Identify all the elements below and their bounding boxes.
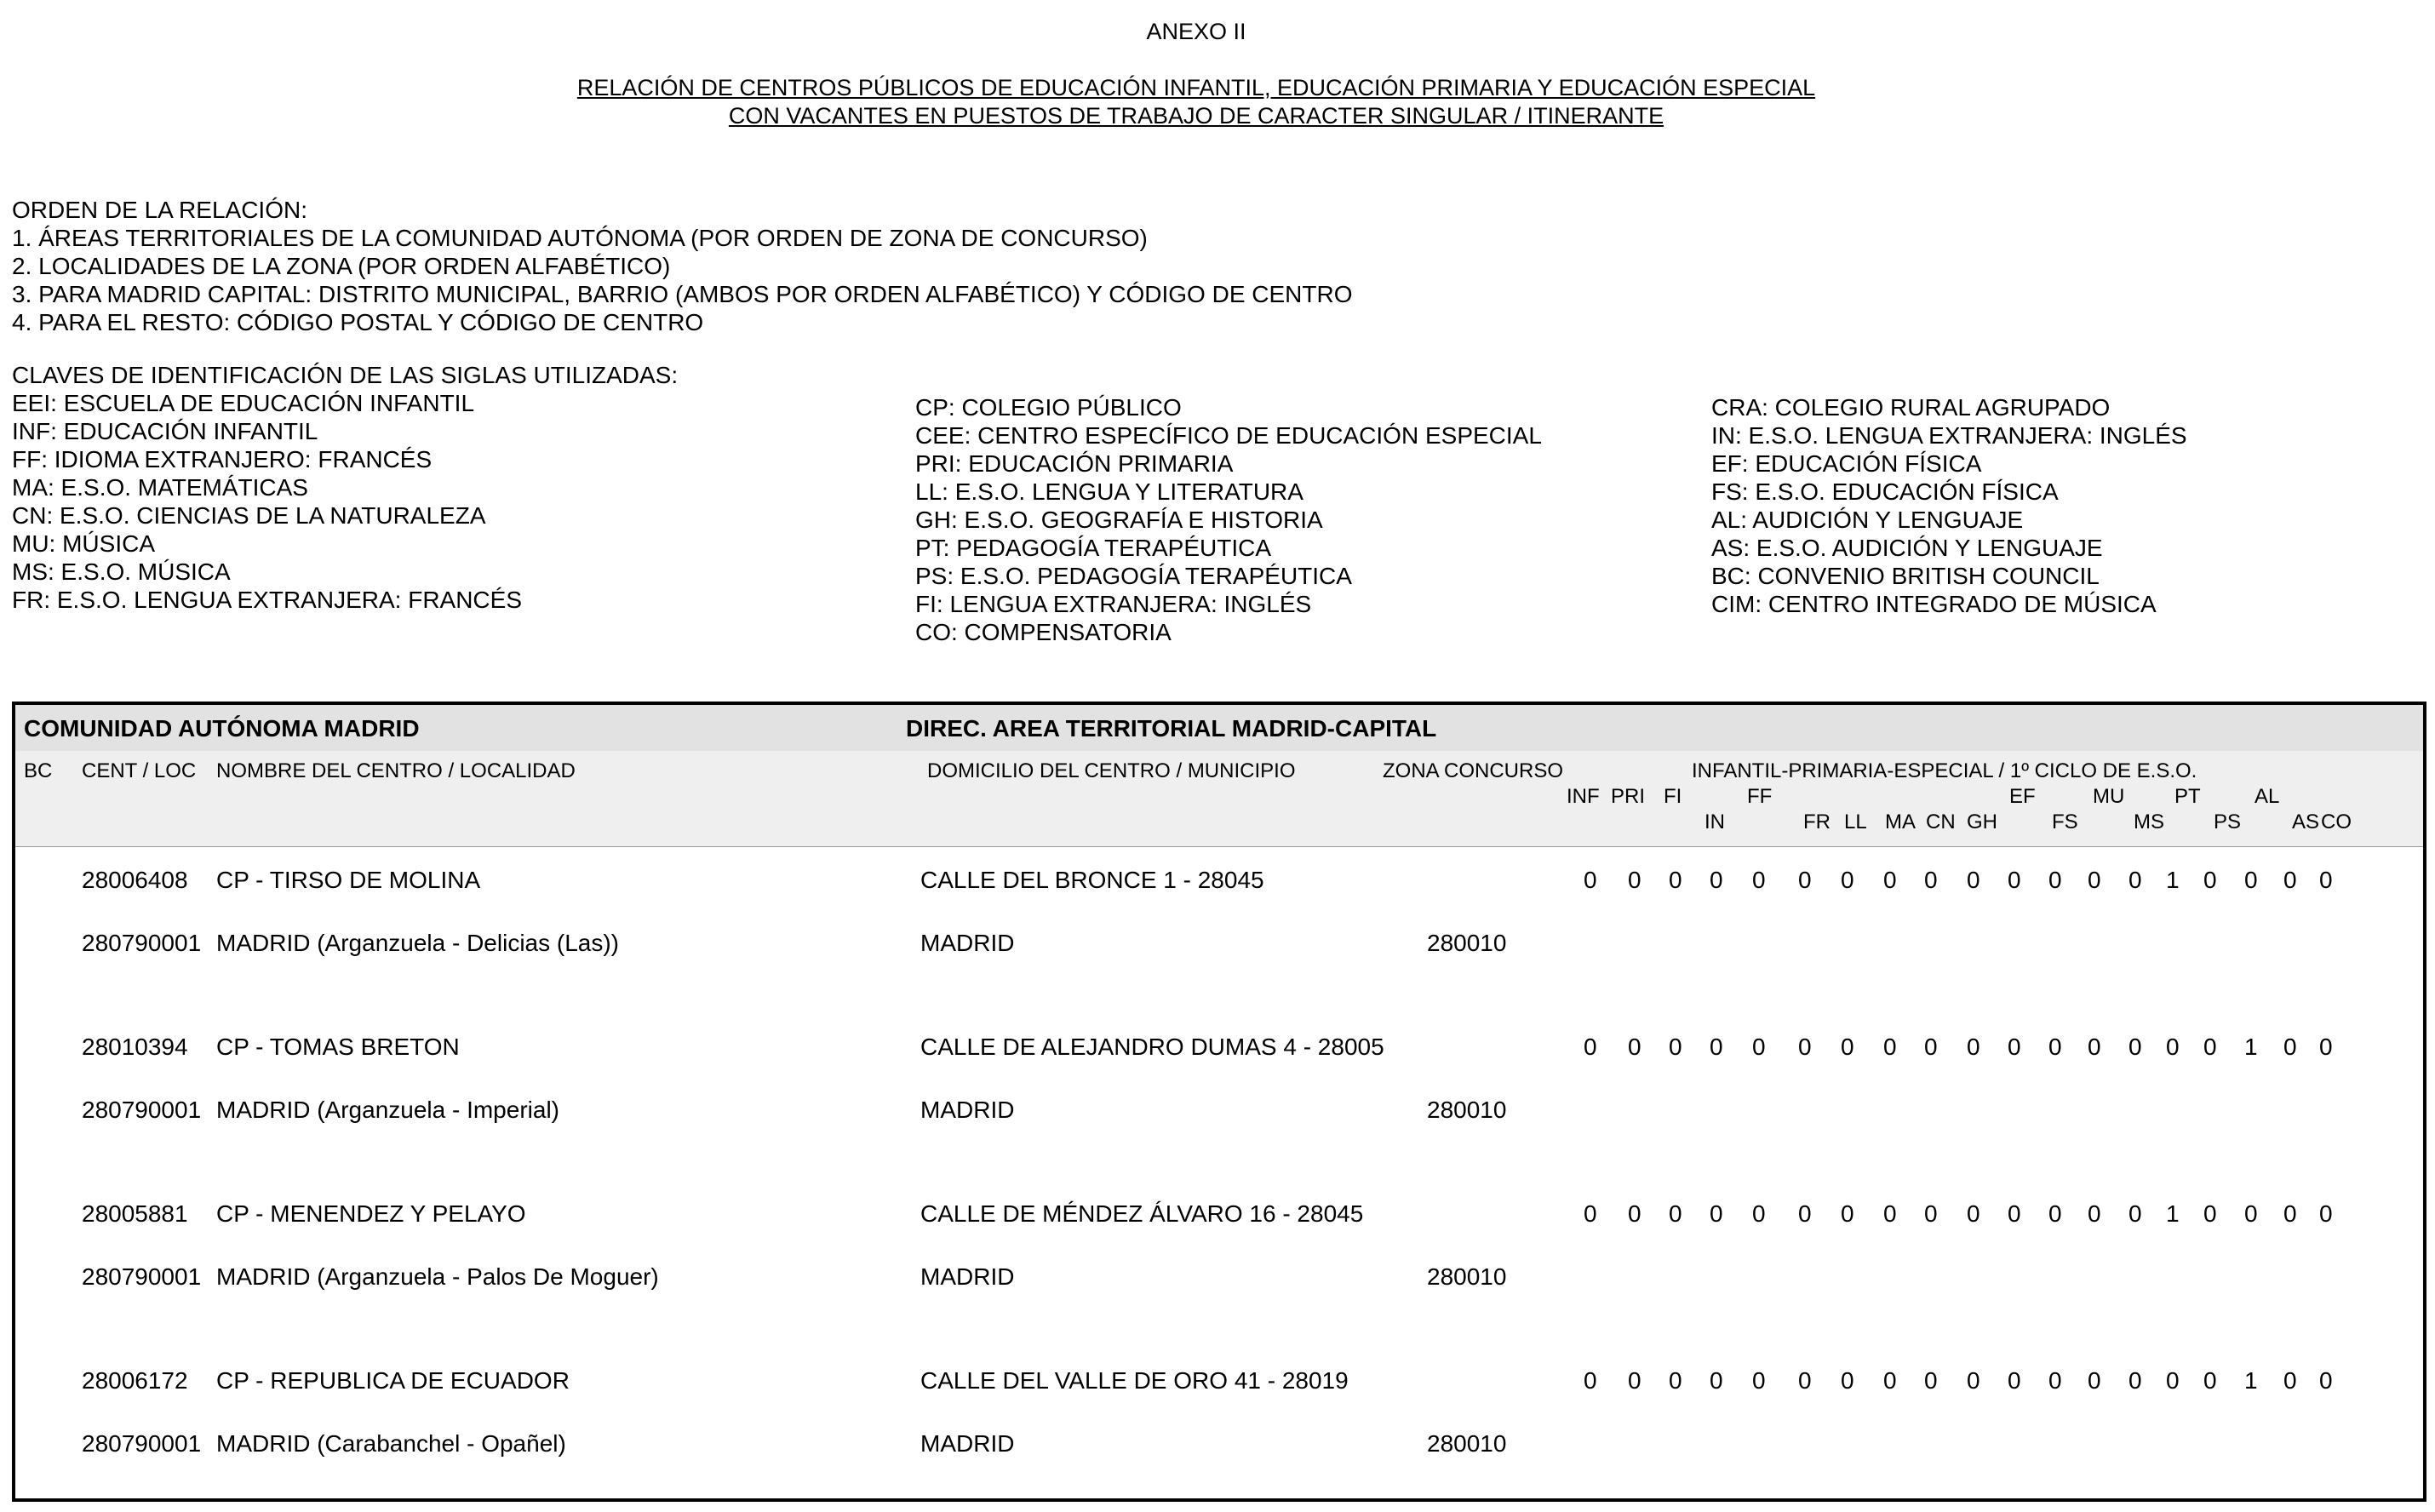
key-item: MU: MÚSICA [12, 530, 155, 557]
locality-code: 280790001 [82, 1263, 202, 1290]
center-address: CALLE DEL BRONCE 1 - 28045 [920, 867, 1264, 893]
vacancy-value: 0 [2283, 867, 2297, 893]
key-item: PT: PEDAGOGÍA TERAPÉUTICA [915, 535, 1272, 561]
vacancy-value: 0 [1669, 1200, 1682, 1227]
vacancy-value: 0 [1841, 867, 1854, 893]
order-item: 1. ÁREAS TERRITORIALES DE LA COMUNIDAD AUTÓNOMA (POR ORDEN DE ZONA DE CONCURSO) [12, 225, 1148, 251]
locality-code: 280790001 [82, 1097, 202, 1123]
zona-concurso: 280010 [1427, 1430, 1507, 1457]
vacancy-value: 0 [2283, 1200, 2297, 1227]
vacancy-value: 0 [1669, 1367, 1682, 1394]
vacancy-value: 0 [2203, 1034, 2217, 1060]
locality-code: 280790001 [82, 1430, 202, 1457]
key-item: CEE: CENTRO ESPECÍFICO DE EDUCACIÓN ESPECIAL [915, 422, 1542, 449]
key-item: CO: COMPENSATORIA [915, 619, 1172, 645]
vacancy-value: 0 [1752, 1200, 1766, 1227]
key-item: CRA: COLEGIO RURAL AGRUPADO [1711, 394, 2111, 421]
vacancy-value: 0 [1628, 1200, 1641, 1227]
vacancy-value: 0 [1798, 867, 1812, 893]
col-header-code: MS [2134, 810, 2164, 833]
locality-name: MADRID (Arganzuela - Imperial) [216, 1097, 559, 1123]
keys-col-1 [12, 361, 678, 614]
col-header-code: EF [2009, 785, 2036, 808]
col-header-address: DOMICILIO DEL CENTRO / MUNICIPIO [927, 759, 1296, 782]
vacancy-value: 0 [1584, 1200, 1597, 1227]
subtitle-line-1: RELACIÓN DE CENTROS PÚBLICOS DE EDUCACIÓN INFANTIL, EDUCACIÓN PRIMARIA Y EDUCACIÓN ESPECIAL [576, 75, 1816, 100]
center-code: 28010394 [82, 1034, 188, 1060]
vacancy-value: 1 [2244, 1034, 2258, 1060]
vacancy-value: 0 [1752, 867, 1766, 893]
col-header-bc: BC [24, 759, 53, 782]
col-header-code: FR [1803, 810, 1831, 833]
keys-col-2 [915, 393, 1542, 646]
municipality: MADRID [920, 1430, 1015, 1457]
community-label: COMUNIDAD AUTÓNOMA MADRID [24, 715, 420, 742]
col-header-zona: ZONA CONCURSO [1383, 759, 1564, 782]
annex-title: ANEXO II [1146, 19, 1246, 44]
center-code: 28005881 [82, 1200, 188, 1227]
locality-name: MADRID (Arganzuela - Palos De Moguer) [216, 1263, 659, 1290]
key-item: AL: AUDICIÓN Y LENGUAJE [1711, 507, 2024, 533]
key-item: INF: EDUCACIÓN INFANTIL [12, 418, 318, 444]
vacancy-value: 0 [1628, 867, 1641, 893]
vacancy-value: 0 [2203, 1200, 2217, 1227]
vacancy-value: 0 [2128, 1200, 2142, 1227]
vacancy-value: 0 [1752, 1367, 1766, 1394]
col-header-code: INF [1567, 785, 1600, 808]
vacancy-value: 0 [2048, 1034, 2062, 1060]
vacancy-value: 0 [1584, 1034, 1597, 1060]
col-header-code: IN [1704, 810, 1725, 833]
vacancy-value: 0 [1628, 1034, 1641, 1060]
order-item: 3. PARA MADRID CAPITAL: DISTRITO MUNICIPAL, BARRIO (AMBOS POR ORDEN ALFABÉTICO) Y CÓDIGO DE CENTRO [12, 281, 1353, 307]
vacancy-value: 0 [2244, 1200, 2258, 1227]
vacancy-value: 0 [2008, 1034, 2021, 1060]
col-header-code: GH [1967, 810, 1997, 833]
col-header-code: LL [1844, 810, 1867, 833]
vacancy-value: 0 [1710, 1367, 1723, 1394]
vacancy-value: 0 [2048, 1367, 2062, 1394]
municipality: MADRID [920, 930, 1015, 956]
subtitle-line-2: CON VACANTES EN PUESTOS DE TRABAJO DE CARACTER SINGULAR / ITINERANTE [728, 103, 1664, 129]
vacancy-value: 0 [1752, 1034, 1766, 1060]
center-name: CP - MENENDEZ Y PELAYO [216, 1200, 526, 1227]
vacancy-value: 0 [2319, 1200, 2333, 1227]
center-code: 28006172 [82, 1367, 188, 1394]
locality-code: 280790001 [82, 930, 202, 956]
vacancy-value: 0 [2088, 1200, 2101, 1227]
vacancy-value: 0 [2088, 867, 2101, 893]
zona-concurso: 280010 [1427, 1263, 1507, 1290]
vacancy-value: 1 [2244, 1367, 2258, 1394]
key-item: BC: CONVENIO BRITISH COUNCIL [1711, 563, 2100, 589]
locality-name: MADRID (Carabanchel - Opañel) [216, 1430, 566, 1457]
vacancy-value: 0 [2008, 1200, 2021, 1227]
col-header-code: FF [1747, 785, 1773, 808]
center-address: CALLE DEL VALLE DE ORO 41 - 28019 [920, 1367, 1349, 1394]
vacancy-value: 0 [2166, 1367, 2180, 1394]
vacancy-value: 0 [1628, 1367, 1641, 1394]
vacancy-value: 0 [1924, 867, 1938, 893]
col-header-code: MA [1885, 810, 1916, 833]
vacancy-value: 0 [2166, 1034, 2180, 1060]
key-item: MS: E.S.O. MÚSICA [12, 558, 231, 585]
table-header-band [15, 705, 2423, 752]
col-header-group: INFANTIL-PRIMARIA-ESPECIAL / 1º CICLO DE E.S.O. [1692, 759, 2197, 782]
locality-name: MADRID (Arganzuela - Delicias (Las)) [216, 930, 620, 956]
key-item: EF: EDUCACIÓN FÍSICA [1711, 450, 1982, 477]
vacancy-value: 0 [1924, 1367, 1938, 1394]
vacancy-value: 0 [1841, 1034, 1854, 1060]
municipality: MADRID [920, 1263, 1015, 1290]
key-item: MA: E.S.O. MATEMÁTICAS [12, 474, 308, 501]
vacancy-value: 0 [2088, 1034, 2101, 1060]
municipality: MADRID [920, 1097, 1015, 1123]
key-item: EEI: ESCUELA DE EDUCACIÓN INFANTIL [12, 390, 475, 416]
key-item: AS: E.S.O. AUDICIÓN Y LENGUAJE [1711, 535, 2103, 561]
vacancy-value: 0 [2088, 1367, 2101, 1394]
col-header-code: FS [2052, 810, 2078, 833]
vacancy-value: 0 [1841, 1200, 1854, 1227]
vacancy-value: 0 [1967, 867, 1980, 893]
key-item: FI: LENGUA EXTRANJERA: INGLÉS [915, 591, 1312, 617]
vacancy-value: 0 [1924, 1200, 1938, 1227]
vacancy-value: 0 [1798, 1367, 1812, 1394]
key-item: FR: E.S.O. LENGUA EXTRANJERA: FRANCÉS [12, 587, 523, 613]
col-header-code: PS [2214, 810, 2242, 833]
keys-col-3 [1711, 393, 2187, 618]
key-item: FS: E.S.O. EDUCACIÓN FÍSICA [1711, 478, 2059, 505]
vacancy-value: 0 [1883, 1367, 1897, 1394]
vacancy-value: 1 [2166, 1200, 2180, 1227]
vacancy-value: 0 [1883, 867, 1897, 893]
vacancy-value: 1 [2166, 867, 2180, 893]
vacancy-value: 0 [2128, 1367, 2142, 1394]
vacancy-value: 0 [2048, 1200, 2062, 1227]
vacancy-value: 0 [2128, 1034, 2142, 1060]
vacancy-value: 0 [1584, 1367, 1597, 1394]
col-header-code: CN [1926, 810, 1956, 833]
table-column-headers [15, 751, 2423, 847]
col-header-code: FI [1664, 785, 1682, 808]
vacancy-value: 0 [2244, 867, 2258, 893]
center-code: 28006408 [82, 867, 188, 893]
zona-concurso: 280010 [1427, 1097, 1507, 1123]
key-item: FF: IDIOMA EXTRANJERO: FRANCÉS [12, 446, 433, 472]
vacancy-value: 0 [1967, 1034, 1980, 1060]
key-item: CIM: CENTRO INTEGRADO DE MÚSICA [1711, 591, 2157, 617]
col-header-code: PT [2174, 785, 2201, 808]
vacancy-value: 0 [1967, 1200, 1980, 1227]
key-item: GH: E.S.O. GEOGRAFÍA E HISTORIA [915, 507, 1323, 533]
keys-heading: CLAVES DE IDENTIFICACIÓN DE LAS SIGLAS UTILIZADAS: [12, 362, 679, 388]
col-header-code: CO [2321, 810, 2352, 833]
direction-label: DIREC. AREA TERRITORIAL MADRID-CAPITAL [906, 715, 1437, 742]
vacancy-value: 0 [1710, 1034, 1723, 1060]
vacancy-value: 0 [1798, 1200, 1812, 1227]
vacancy-value: 0 [2319, 1367, 2333, 1394]
center-name: CP - REPUBLICA DE ECUADOR [216, 1367, 570, 1394]
vacancy-value: 0 [1883, 1034, 1897, 1060]
vacancy-value: 0 [2283, 1034, 2297, 1060]
vacancy-value: 0 [2008, 867, 2021, 893]
vacancy-value: 0 [1841, 1367, 1854, 1394]
order-heading: ORDEN DE LA RELACIÓN: [12, 197, 307, 223]
vacancy-value: 0 [2048, 867, 2062, 893]
key-item: PS: E.S.O. PEDAGOGÍA TERAPÉUTICA [915, 563, 1352, 589]
key-item: LL: E.S.O. LENGUA Y LITERATURA [915, 478, 1303, 505]
col-header-code: PRI [1611, 785, 1646, 808]
key-item: PRI: EDUCACIÓN PRIMARIA [915, 450, 1234, 477]
center-address: CALLE DE MÉNDEZ ÁLVARO 16 - 28045 [920, 1200, 1364, 1227]
vacancy-value: 0 [1710, 1200, 1723, 1227]
vacancy-value: 0 [2319, 1034, 2333, 1060]
zona-concurso: 280010 [1427, 930, 1507, 956]
vacancy-value: 0 [1669, 1034, 1682, 1060]
key-item: CP: COLEGIO PÚBLICO [915, 394, 1182, 421]
col-header-code: AL [2255, 785, 2280, 808]
vacancy-value: 0 [1924, 1034, 1938, 1060]
vacancy-value: 0 [2008, 1367, 2021, 1394]
vacancy-value: 0 [2128, 867, 2142, 893]
vacancy-value: 0 [1883, 1200, 1897, 1227]
vacancy-value: 0 [1710, 867, 1723, 893]
col-header-cent-loc: CENT / LOC [82, 759, 197, 782]
order-item: 4. PARA EL RESTO: CÓDIGO POSTAL Y CÓDIGO DE CENTRO [12, 309, 704, 335]
vacancy-value: 0 [2203, 1367, 2217, 1394]
vacancy-value: 0 [1584, 867, 1597, 893]
vacancy-value: 0 [1798, 1034, 1812, 1060]
key-item: IN: E.S.O. LENGUA EXTRANJERA: INGLÉS [1711, 422, 2187, 449]
center-name: CP - TIRSO DE MOLINA [216, 867, 481, 893]
vacancy-value: 0 [2319, 867, 2333, 893]
col-header-code: MU [2093, 785, 2125, 808]
center-name: CP - TOMAS BRETON [216, 1034, 460, 1060]
col-header-code: AS [2292, 810, 2320, 833]
col-header-name: NOMBRE DEL CENTRO / LOCALIDAD [216, 759, 576, 782]
key-item: CN: E.S.O. CIENCIAS DE LA NATURALEZA [12, 502, 486, 529]
order-section [12, 196, 1353, 336]
vacancy-value: 0 [1669, 867, 1682, 893]
vacancy-value: 0 [2283, 1367, 2297, 1394]
vacancy-value: 0 [2203, 867, 2217, 893]
center-address: CALLE DE ALEJANDRO DUMAS 4 - 28005 [920, 1034, 1384, 1060]
vacancies-table [12, 702, 2426, 1502]
order-item: 2. LOCALIDADES DE LA ZONA (POR ORDEN ALFABÉTICO) [12, 253, 671, 279]
vacancy-value: 0 [1967, 1367, 1980, 1394]
